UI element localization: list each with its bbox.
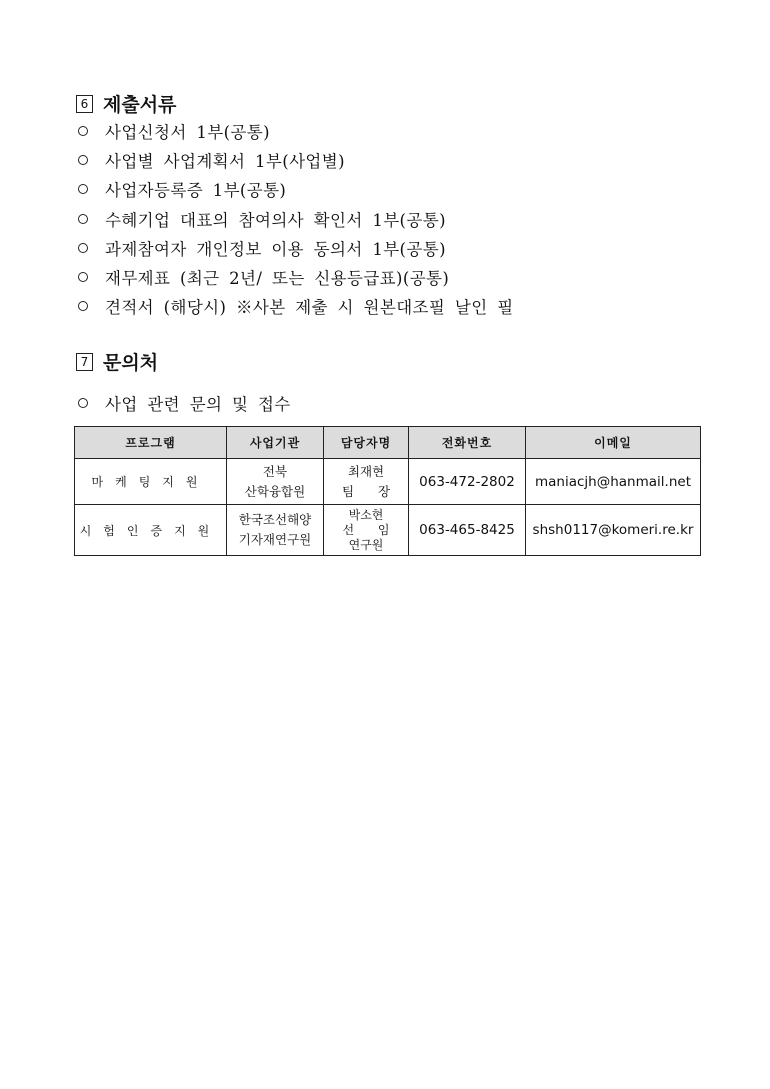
list-item: 사업 관련 문의 및 접수 — [78, 388, 291, 417]
column-header-phone: 전화번호 — [409, 427, 526, 459]
program-cell: 시험인증지원 — [75, 505, 227, 556]
phone-cell: 063-472-2802 — [409, 459, 526, 505]
section-6-heading — [76, 90, 176, 117]
section-7-heading — [76, 348, 158, 375]
bullet-icon — [78, 126, 88, 136]
bullet-icon — [78, 155, 88, 165]
list-item: 과제참여자 개인정보 이용 동의서 1부(공통) — [78, 233, 514, 262]
bullet-icon — [78, 243, 88, 253]
column-header-organization: 사업기관 — [227, 427, 324, 459]
phone-cell: 063-465-8425 — [409, 505, 526, 556]
bullet-icon — [78, 301, 88, 311]
bullet-icon — [78, 398, 88, 408]
bullet-icon — [78, 214, 88, 224]
bullet-icon — [78, 272, 88, 282]
organization-cell: 한국조선해양 기자재연구원 — [227, 505, 324, 556]
organization-cell: 전북 산학융합원 — [227, 459, 324, 505]
section-title: 제출서류 — [103, 94, 177, 116]
list-item: 수혜기업 대표의 참여의사 확인서 1부(공통) — [78, 204, 514, 233]
section-number: 6 — [76, 95, 93, 113]
column-header-email: 이메일 — [526, 427, 701, 459]
list-item: 사업자등록증 1부(공통) — [78, 175, 514, 204]
email-cell[interactable]: maniacjh@hanmail.net — [526, 459, 701, 505]
contact-cell: 최재현 팀 장 — [324, 459, 409, 505]
column-header-contact: 담당자명 — [324, 427, 409, 459]
column-header-program: 프로그램 — [75, 427, 227, 459]
contact-cell: 박소현 선 임 연구원 — [324, 505, 409, 556]
contact-table — [74, 426, 701, 556]
required-documents-list — [78, 116, 514, 321]
email-cell[interactable]: shsh0117@komeri.re.kr — [526, 505, 701, 556]
table-row — [75, 459, 701, 505]
inquiry-intro-list — [78, 388, 291, 417]
bullet-icon — [78, 184, 88, 194]
program-cell: 마케팅지원 — [75, 459, 227, 505]
table-header-row — [75, 427, 701, 459]
list-item: 사업신청서 1부(공통) — [78, 116, 514, 145]
table-row — [75, 505, 701, 556]
list-item: 사업별 사업계획서 1부(사업별) — [78, 145, 514, 174]
list-item: 견적서 (해당시) ※사본 제출 시 원본대조필 날인 필 — [78, 292, 514, 321]
list-item: 재무제표 (최근 2년/ 또는 신용등급표)(공통) — [78, 262, 514, 291]
section-title: 문의처 — [103, 352, 159, 374]
section-number: 7 — [76, 353, 93, 371]
